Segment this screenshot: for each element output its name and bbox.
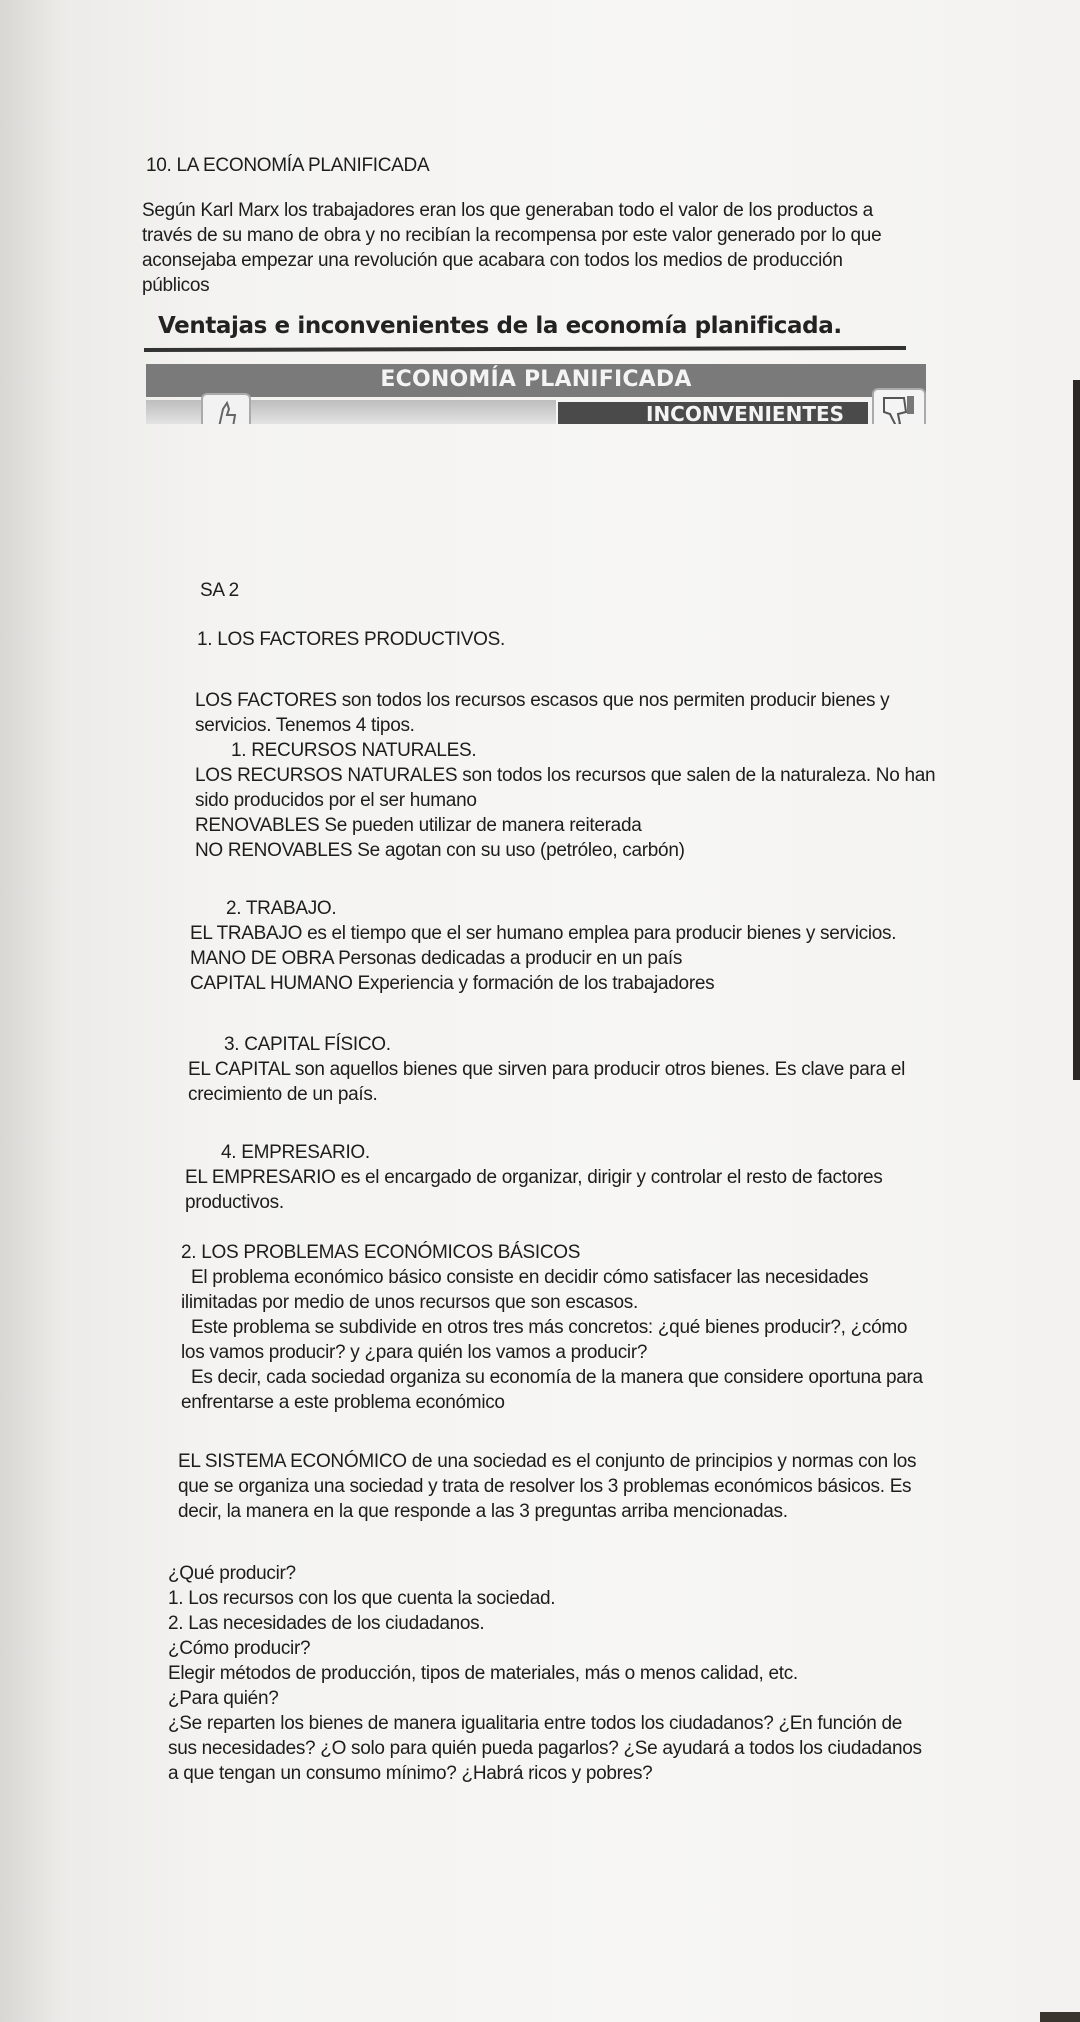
trabajo-section xyxy=(190,896,950,996)
paragraph-line: Es decir, cada sociedad organiza su economía de la manera que considere oportuna para xyxy=(191,1367,923,1388)
thumbs-down-icon xyxy=(872,388,926,424)
question-heading: ¿Qué producir? xyxy=(168,1563,296,1584)
subtitle-divider xyxy=(144,346,906,352)
problemas-heading: 2. LOS PROBLEMAS ECONÓMICOS BÁSICOS xyxy=(181,1242,581,1263)
recursos-heading: 1. RECURSOS NATURALES. xyxy=(231,740,477,761)
paragraph-line: 2. Las necesidades de los ciudadanos. xyxy=(168,1613,485,1634)
paragraph-line: crecimiento de un país. xyxy=(188,1084,378,1105)
paragraph-line: ¿Se reparten los bienes de manera igualitaria entre todos los ciudadanos? ¿En función de xyxy=(168,1713,903,1734)
paragraph-line: los vamos producir? y ¿para quién los vamos a producir? xyxy=(181,1342,648,1363)
page-corner xyxy=(1040,2012,1080,2022)
capital-section xyxy=(188,1032,948,1107)
paragraph-line: enfrentarse a este problema económico xyxy=(181,1392,505,1413)
preguntas-section xyxy=(168,1561,958,1786)
sa2-label: SA 2 xyxy=(200,580,239,601)
paragraph-line: servicios. Tenemos 4 tipos. xyxy=(195,715,415,736)
intro-line: públicos xyxy=(142,275,210,296)
question-heading: ¿Cómo producir? xyxy=(168,1638,311,1659)
paragraph-line: 1. Los recursos con los que cuenta la sociedad. xyxy=(168,1588,556,1609)
paragraph-line: sido producidos por el ser humano xyxy=(195,790,477,811)
paragraph-line: MANO DE OBRA Personas dedicadas a producir en un país xyxy=(190,948,683,969)
intro-line: través de su mano de obra y no recibían la recompensa por este valor generado por lo que xyxy=(142,225,882,246)
question-heading: ¿Para quién? xyxy=(168,1688,279,1709)
paragraph-line: decir, la manera en la que responde a las 3 preguntas arriba mencionadas. xyxy=(178,1501,788,1522)
factores-section xyxy=(195,688,955,863)
section-10-title: 10. LA ECONOMÍA PLANIFICADA xyxy=(146,155,430,176)
ventajas-subtitle: Ventajas e inconvenientes de la economía planificada. xyxy=(158,313,842,339)
factores-productivos-title: 1. LOS FACTORES PRODUCTIVOS. xyxy=(197,629,505,650)
paragraph-line: CAPITAL HUMANO Experiencia y formación de los trabajadores xyxy=(190,973,715,994)
empresario-section xyxy=(185,1140,945,1215)
paragraph-line: El problema económico básico consiste en decidir cómo satisfacer las necesidades xyxy=(191,1267,869,1288)
paragraph-line: LOS RECURSOS NATURALES son todos los recursos que salen de la naturaleza. No han xyxy=(195,765,936,786)
capital-heading: 3. CAPITAL FÍSICO. xyxy=(224,1034,391,1055)
paragraph-line: RENOVABLES Se pueden utilizar de manera reiterada xyxy=(195,815,642,836)
intro-line: Según Karl Marx los trabajadores eran los que generaban todo el valor de los productos a xyxy=(142,200,873,221)
paragraph-line: que se organiza una sociedad y trata de resolver los 3 problemas económicos básicos. Es xyxy=(178,1476,912,1497)
page-edge xyxy=(1073,380,1080,1080)
paragraph-line: EL EMPRESARIO es el encargado de organizar, dirigir y controlar el resto de factores xyxy=(185,1167,883,1188)
paragraph-line: a que tengan un consumo mínimo? ¿Habrá ricos y pobres? xyxy=(168,1763,653,1784)
trabajo-heading: 2. TRABAJO. xyxy=(226,898,337,919)
paragraph-line: LOS FACTORES son todos los recursos escasos que nos permiten producir bienes y xyxy=(195,690,890,711)
sistema-economico-section xyxy=(178,1449,958,1524)
paragraph-line: productivos. xyxy=(185,1192,284,1213)
page-shadow xyxy=(0,0,60,2022)
intro-line: aconsejaba empezar una revolución que acabara con todos los medios de producción xyxy=(142,250,843,271)
economia-planificada-banner xyxy=(146,364,926,424)
problemas-section xyxy=(181,1240,951,1415)
paragraph-line: NO RENOVABLES Se agotan con su uso (petróleo, carbón) xyxy=(195,840,685,861)
inconvenientes-label: INCONVENIENTES xyxy=(646,402,845,424)
paragraph-line: EL CAPITAL son aquellos bienes que sirven para producir otros bienes. Es clave para el xyxy=(188,1059,906,1080)
paragraph-line: EL SISTEMA ECONÓMICO de una sociedad es el conjunto de principios y normas con los xyxy=(178,1451,917,1472)
paragraph-line: ilimitadas por medio de unos recursos que son escasos. xyxy=(181,1292,638,1313)
banner-title: ECONOMÍA PLANIFICADA xyxy=(380,367,692,392)
paragraph-line: EL TRABAJO es el tiempo que el ser humano emplea para producir bienes y servicios. xyxy=(190,923,897,944)
thumbs-up-icon xyxy=(201,393,251,424)
paragraph-line: sus necesidades? ¿O solo para quién pueda pagarlos? ¿Se ayudará a todos los ciudadanos xyxy=(168,1738,922,1759)
empresario-heading: 4. EMPRESARIO. xyxy=(221,1142,370,1163)
paragraph-line: Elegir métodos de producción, tipos de materiales, más o menos calidad, etc. xyxy=(168,1663,798,1684)
section-10-intro xyxy=(142,198,922,298)
paragraph-line: Este problema se subdivide en otros tres más concretos: ¿qué bienes producir?, ¿cómo xyxy=(191,1317,908,1338)
